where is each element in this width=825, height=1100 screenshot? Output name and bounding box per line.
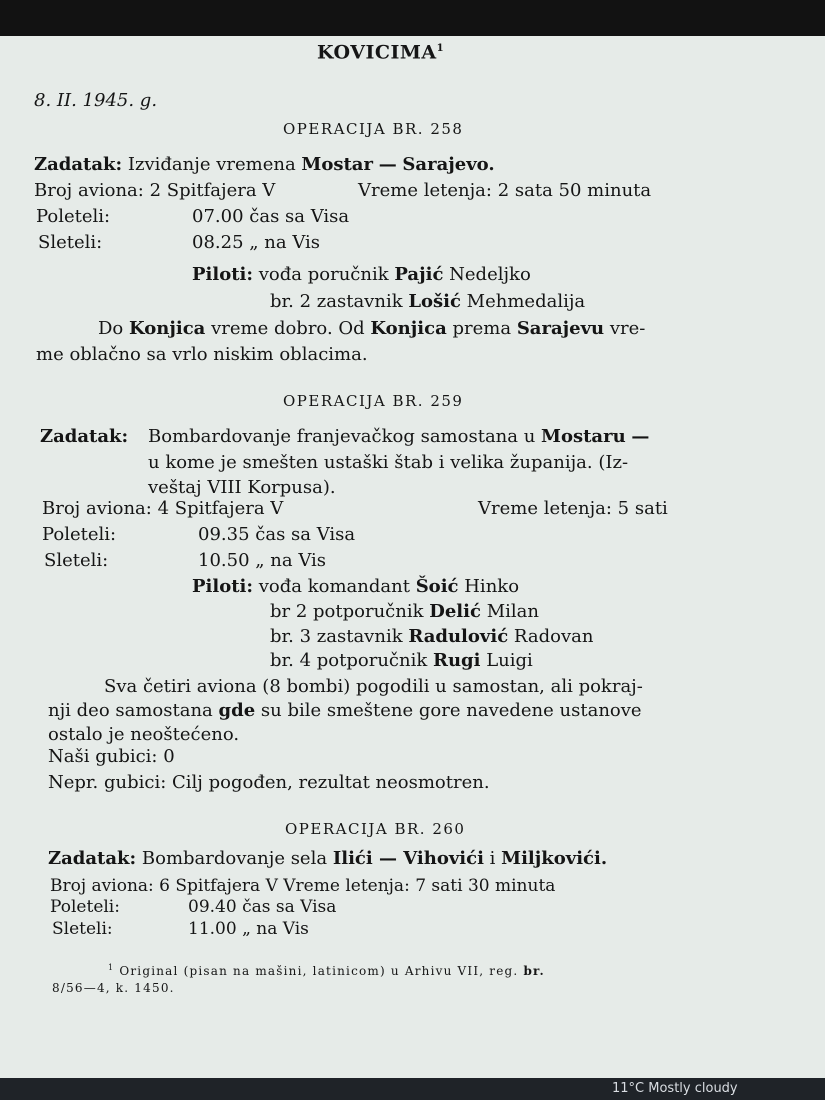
op259-pilot-4: br. 4 potporučnik Rugi Luigi	[270, 650, 533, 671]
op259-enemy-losses: Nepr. gubici: Cilj pogođen, rezultat neosmotren.	[48, 772, 490, 793]
op260-landing: 11.00 „ na Vis	[188, 919, 309, 939]
op259-losses: Naši gubici: 0	[48, 746, 175, 767]
op258-landing-label: Sleteli:	[38, 232, 103, 253]
op258-takeoff-label: Poleteli:	[36, 206, 111, 227]
op259-text-line-3: ostalo je neoštećeno.	[48, 724, 240, 745]
op259-pilot-2: br 2 potporučnik Delić Milan	[270, 601, 539, 622]
op258-flight-time: Vreme letenja: 2 sata 50 minuta	[358, 180, 652, 201]
op259-task-line-2: u kome je smešten ustaški štab i velika županija. (Iz-	[148, 452, 629, 473]
document-page	[0, 36, 825, 1078]
op258-takeoff: 07.00 čas sa Visa	[192, 206, 350, 227]
op258-landing: 08.25 „ na Vis	[192, 232, 321, 253]
op258-pilot-2: br. 2 zastavnik Lošić Mehmedalija	[270, 291, 586, 312]
op260-task: Zadatak: Bombardovanje sela Ilići — Vihovići i Miljkovići.	[48, 848, 608, 869]
op260-landing-label: Sleteli:	[52, 919, 113, 939]
op259-flight-time: Vreme letenja: 5 sati	[478, 498, 668, 519]
op259-task-line-3: veštaj VIII Korpusa).	[148, 477, 336, 498]
op259-pilot-3: br. 3 zastavnik Radulović Radovan	[270, 626, 594, 647]
document-date: 8. II. 1945. g.	[34, 90, 158, 111]
footnote-line-2: 8/56—4, k. 1450.	[52, 981, 175, 995]
op258-pilot-1: Piloti: vođa poručnik Pajić Nedeljko	[192, 264, 531, 285]
op258-text-line-2: me oblačno sa vrlo niskim oblacima.	[36, 344, 368, 365]
op259-task-line-1: Bombardovanje franjevačkog samostana u Mostaru —	[148, 426, 650, 447]
op260-aircraft-line: Broj aviona: 6 Spitfajera V Vreme letenja: 7 sati 30 minuta	[50, 876, 556, 896]
op258-text-line-1: Do Konjica vreme dobro. Od Konjica prema Sarajevu vre-	[98, 318, 646, 339]
op260-takeoff: 09.40 čas sa Visa	[188, 897, 337, 917]
op259-landing: 10.50 „ na Vis	[198, 550, 327, 571]
op259-landing-label: Sleteli:	[44, 550, 109, 571]
op258-heading: OPERACIJA BR. 258	[283, 120, 464, 138]
op259-takeoff-label: Poleteli:	[42, 524, 117, 545]
op260-takeoff-label: Poleteli:	[50, 897, 120, 917]
op259-text-line-2: nji deo samostana gde su bile smeštene gore navedene ustanove	[48, 700, 642, 721]
op259-pilot-1: Piloti: vođa komandant Šoić Hinko	[192, 576, 520, 597]
op259-heading: OPERACIJA BR. 259	[283, 392, 464, 410]
op259-text-line-1: Sva četiri aviona (8 bombi) pogodili u samostan, ali pokraj-	[104, 676, 643, 697]
op258-aircraft: Broj aviona: 2 Spitfajera V	[34, 180, 276, 201]
os-taskbar	[0, 1078, 825, 1100]
page-title: KOVICIMA$^1$	[317, 41, 445, 64]
footnote-line-1: $^1$ Original (pisan na mašini, latinicom) u Arhivu VII, reg. br.	[108, 963, 545, 978]
screen-top-band	[0, 0, 825, 36]
op258-task: Zadatak: Izviđanje vremena Mostar — Sarajevo.	[34, 154, 495, 175]
op259-aircraft: Broj aviona: 4 Spitfajera V	[42, 498, 284, 519]
op259-takeoff: 09.35 čas sa Visa	[198, 524, 356, 545]
weather-widget[interactable]: 11°C Mostly cloudy	[612, 1081, 738, 1096]
op259-task-label: Zadatak:	[40, 426, 129, 447]
op260-heading: OPERACIJA BR. 260	[285, 820, 466, 838]
